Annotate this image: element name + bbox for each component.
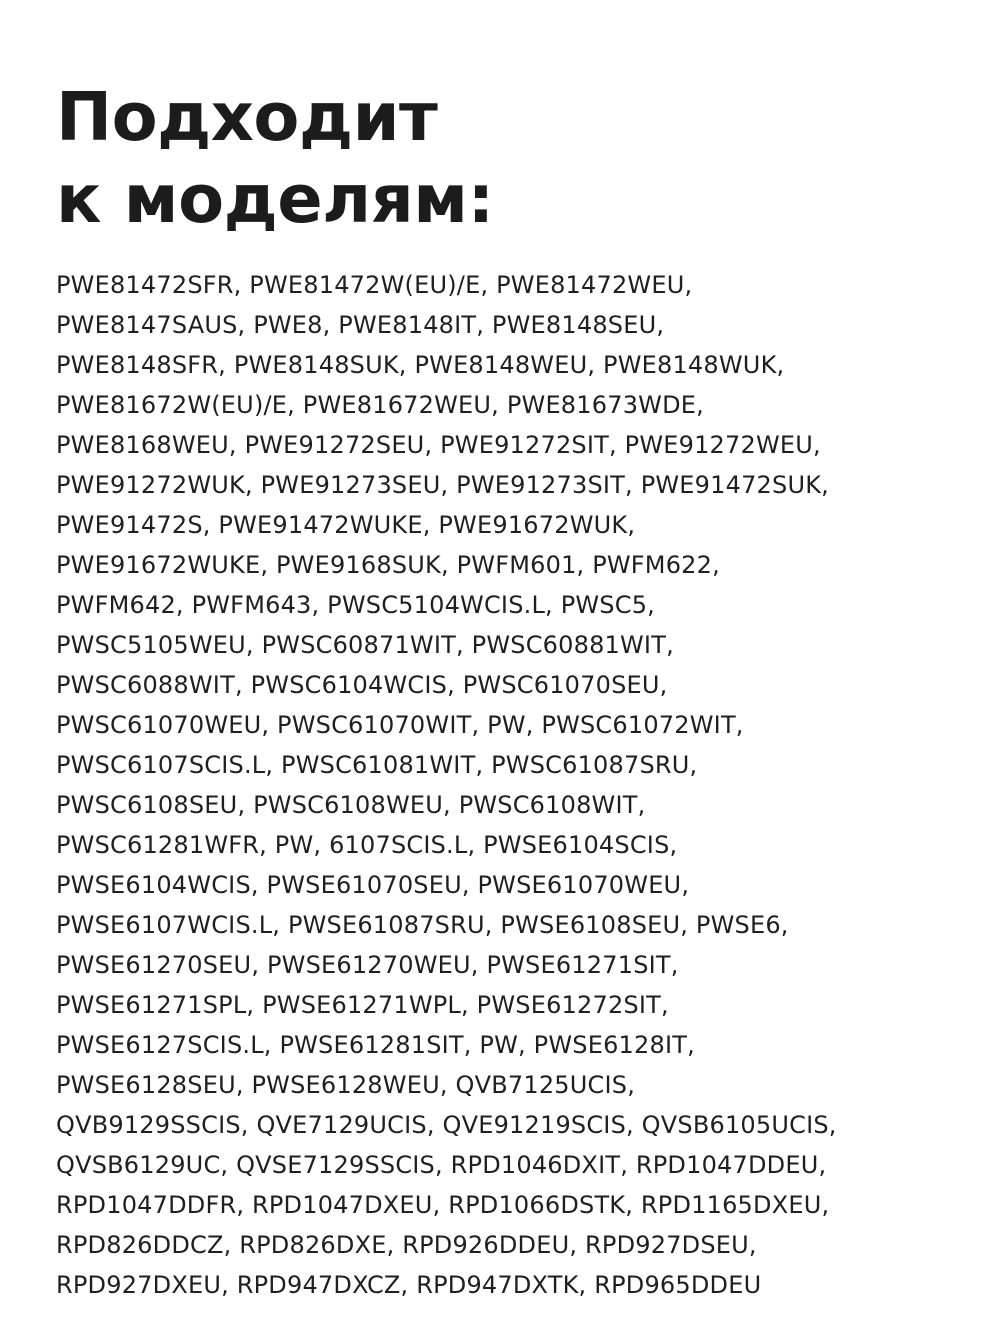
title-line-2: к моделям:: [56, 160, 494, 238]
model-list-line: PWSC5105WEU, PWSC60871WIT, PWSC60881WIT,: [56, 631, 674, 659]
model-list-line: PWE8148SFR, PWE8148SUK, PWE8148WEU, PWE8148WUK,: [56, 351, 785, 379]
model-list-line: PWSE6127SCIS.L, PWSE61281SIT, PW, PWSE6128IT,: [56, 1031, 695, 1059]
model-list-line: PWE81672W(EU)/E, PWE81672WEU, PWE81673WDE,: [56, 391, 704, 419]
model-list-line: PWE91472S, PWE91472WUKE, PWE91672WUK,: [56, 511, 636, 539]
model-list-line: PWSE6107WCIS.L, PWSE61087SRU, PWSE6108SEU, PWSE6,: [56, 911, 789, 939]
model-list-line: RPD927DXEU, RPD947DXCZ, RPD947DXTK, RPD965DDEU: [56, 1271, 762, 1299]
model-list-line: PWSC6108SEU, PWSC6108WEU, PWSC6108WIT,: [56, 791, 646, 819]
model-list-line: PWE91672WUKE, PWE9168SUK, PWFM601, PWFM622,: [56, 551, 720, 579]
model-list-line: PWE8168WEU, PWE91272SEU, PWE91272SIT, PWE91272WEU,: [56, 431, 821, 459]
model-list-line: PWFM642, PWFM643, PWSC5104WCIS.L, PWSC5,: [56, 591, 655, 619]
model-list-line: PWSC61281WFR, PW, 6107SCIS.L, PWSE6104SCIS,: [56, 831, 678, 859]
model-list-line: PWE81472SFR, PWE81472W(EU)/E, PWE81472WEU,: [56, 271, 693, 299]
model-list-line: PWSC61070WEU, PWSC61070WIT, PW, PWSC61072WIT,: [56, 711, 744, 739]
compatibility-sheet: [56, 76, 986, 1305]
model-list-line: PWE8147SAUS, PWE8, PWE8148IT, PWE8148SEU,: [56, 311, 665, 339]
page-title: [56, 76, 986, 240]
model-list-line: PWSE61271SPL, PWSE61271WPL, PWSE61272SIT,: [56, 991, 669, 1019]
model-list: [56, 265, 986, 1305]
model-list-line: PWSE61270SEU, PWSE61270WEU, PWSE61271SIT,: [56, 951, 679, 979]
model-list-line: RPD826DDCZ, RPD826DXE, RPD926DDEU, RPD927DSEU,: [56, 1231, 757, 1259]
model-list-line: QVSB6129UC, QVSE7129SSCIS, RPD1046DXIT, RPD1047DDEU,: [56, 1151, 827, 1179]
model-list-line: PWSC6107SCIS.L, PWSC61081WIT, PWSC61087SRU,: [56, 751, 698, 779]
model-list-line: PWSE6128SEU, PWSE6128WEU, QVB7125UCIS,: [56, 1071, 636, 1099]
model-list-line: PWSE6104WCIS, PWSE61070SEU, PWSE61070WEU,: [56, 871, 690, 899]
model-list-line: QVB9129SSCIS, QVE7129UCIS, QVE91219SCIS, QVSB6105UCIS,: [56, 1111, 837, 1139]
title-line-1: Подходит: [56, 78, 438, 156]
model-list-line: RPD1047DDFR, RPD1047DXEU, RPD1066DSTK, RPD1165DXEU,: [56, 1191, 830, 1219]
model-list-line: PWSC6088WIT, PWSC6104WCIS, PWSC61070SEU,: [56, 671, 668, 699]
model-list-line: PWE91272WUK, PWE91273SEU, PWE91273SIT, PWE91472SUK,: [56, 471, 829, 499]
